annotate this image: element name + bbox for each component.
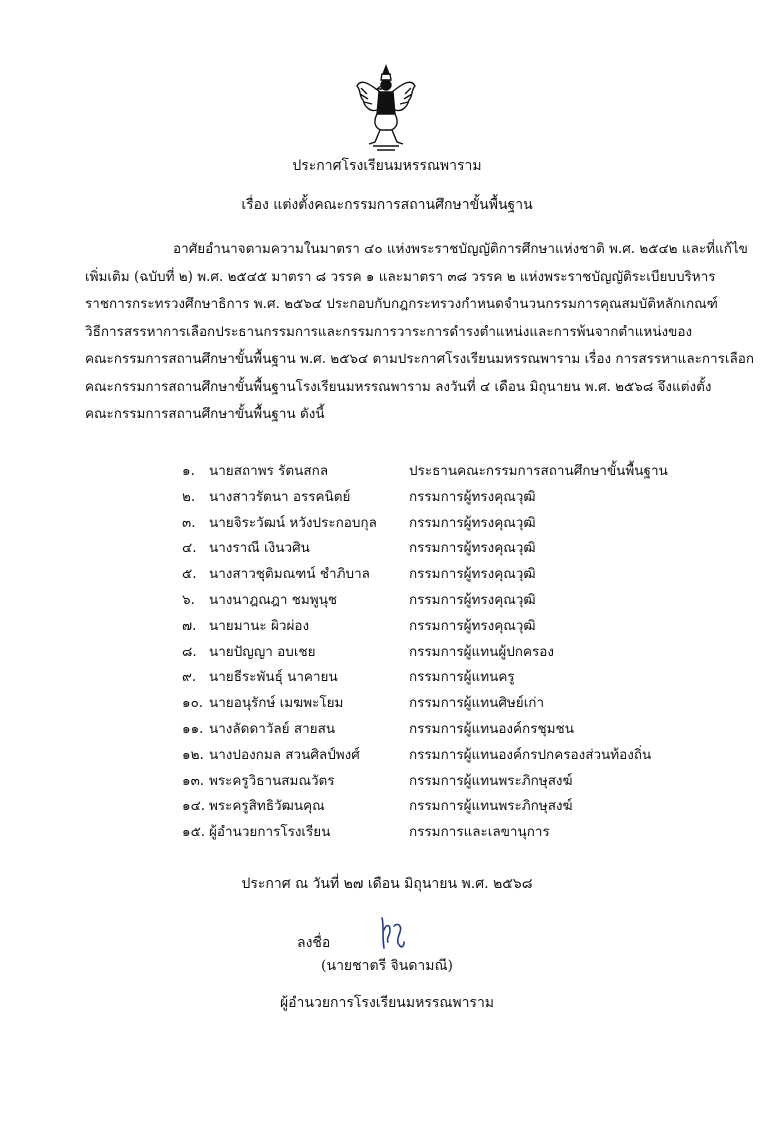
member-row — [182, 590, 742, 616]
member-row — [182, 796, 742, 822]
member-row — [182, 564, 742, 590]
member-name: ผู้อำนวยการโรงเรียน — [209, 824, 331, 841]
member-role: กรรมการผู้ทรงคุณวุฒิ — [409, 566, 536, 583]
member-role: กรรมการและเลขานุการ — [409, 824, 550, 841]
member-role: กรรมการผู้แทนผู้ปกครอง — [409, 643, 554, 660]
member-row — [182, 771, 742, 797]
member-row — [182, 461, 742, 487]
member-number: ๖. — [182, 591, 195, 608]
member-role: กรรมการผู้ทรงคุณวุฒิ — [409, 540, 536, 557]
member-role: กรรมการผู้แทนพระภิกษุสงฆ์ — [409, 772, 573, 789]
member-name: นายปัญญา อบเชย — [209, 643, 316, 660]
body-line: คณะกรรมการสถานศึกษาขั้นพื้นฐานโรงเรียนมหรรณพาราม ลงวันที่ ๔ เดือน มิถุนายน พ.ศ. ๒๕๖๘ จึงแต่งตั้ง — [85, 378, 712, 395]
member-role: กรรมการผู้ทรงคุณวุฒิ — [409, 617, 536, 634]
body-paragraph — [85, 236, 755, 429]
member-role: กรรมการผู้แทนพระภิกษุสงฆ์ — [409, 798, 573, 815]
member-role: กรรมการผู้แทนศิษย์เก่า — [409, 695, 545, 712]
signer-position: ผู้อำนวยการโรงเรียนมหรรณพาราม — [279, 995, 495, 1011]
member-role: กรรมการผู้ทรงคุณวุฒิ — [409, 514, 536, 531]
member-number: ๔. — [182, 540, 197, 557]
member-role: ประธานคณะกรรมการสถานศึกษาขั้นพื้นฐาน — [409, 463, 668, 479]
committee-member-list — [182, 461, 742, 848]
member-number: ๑๑. — [182, 720, 204, 737]
member-row — [182, 745, 742, 771]
member-role: กรรมการผู้แทนครู — [409, 669, 515, 686]
member-number: ๕. — [182, 566, 197, 583]
document-subject: เรื่อง แต่งตั้งคณะกรรมการสถานศึกษาขั้นพื้นฐาน — [241, 197, 533, 213]
member-number: ๙. — [182, 669, 197, 686]
member-number: ๗. — [182, 617, 197, 634]
member-number: ๓. — [182, 514, 196, 531]
document-title: ประกาศโรงเรียนมหรรณพาราม — [292, 158, 482, 174]
member-row — [182, 822, 742, 848]
member-role: กรรมการผู้ทรงคุณวุฒิ — [409, 488, 536, 505]
member-row — [182, 487, 742, 513]
member-number: ๑๔. — [182, 798, 206, 815]
member-name: นางปองกมล สวนศิลป์พงศ์ — [209, 746, 360, 763]
member-name: นางลัดดาวัลย์ สายสน — [209, 720, 336, 737]
member-row — [182, 642, 742, 668]
body-line: วิธีการสรรหาการเลือกประธานกรรมการและกรรมการวาระการดำรงตำแหน่งและการพ้นจากตำแหน่งของ — [85, 323, 693, 340]
member-role: กรรมการผู้แทนองค์กรปกครองส่วนท้องถิ่น — [409, 746, 652, 763]
garuda-emblem-icon — [355, 64, 417, 152]
member-name: นางสาวชุติมณฑน์ ชำภิบาล — [209, 566, 370, 583]
member-name: นางนาฎณฎา ชมพูนุช — [209, 591, 338, 608]
member-name: นายสถาพร รัตนสกล — [209, 463, 329, 479]
member-number: ๑๐. — [182, 695, 204, 712]
signature-icon — [376, 916, 408, 952]
signer-name: (นายชาตรี จินดามณี) — [321, 958, 453, 974]
member-row — [182, 667, 742, 693]
member-row — [182, 719, 742, 745]
member-number: ๑๓. — [182, 772, 205, 789]
member-name: พระครูสิทธิวัฒนคุณ — [209, 798, 325, 815]
body-line: เพิ่มเติม (ฉบับที่ ๒) พ.ศ. ๒๕๔๕ มาตรา ๘ วรรค ๑ และมาตรา ๓๘ วรรค ๒ แห่งพระราชบัญญัติระเบียบบริหาร — [85, 268, 716, 285]
member-number: ๒. — [182, 488, 196, 505]
body-line: ราชการกระทรวงศึกษาธิการ พ.ศ. ๒๕๖๔ ประกอบกับกฎกระทรวงกำหนดจำนวนกรรมการคุณสมบัติหลักเกณฑ์ — [85, 296, 718, 312]
member-row — [182, 513, 742, 539]
body-line: อาศัยอำนาจตามความในมาตรา ๔๐ แห่งพระราชบัญญัติการศึกษาแห่งชาติ พ.ศ. ๒๕๔๒ และที่แก้ไข — [173, 241, 748, 257]
member-name: นางราณี เงินวศิน — [209, 540, 310, 557]
member-name: นางสาวรัตนา อรรคนิตย์ — [209, 488, 351, 505]
member-number: ๑๒. — [182, 746, 204, 763]
member-row — [182, 538, 742, 564]
body-line: คณะกรรมการสถานศึกษาขั้นพื้นฐาน ดังนี้ — [85, 406, 325, 422]
member-row — [182, 693, 742, 719]
member-role: กรรมการผู้ทรงคุณวุฒิ — [409, 591, 536, 608]
announce-date: ประกาศ ณ วันที่ ๒๗ เดือน มิถุนายน พ.ศ. ๒๕๖๘ — [241, 876, 533, 892]
member-name: นายอนุรักษ์ เมฆพะโยม — [209, 695, 344, 712]
member-role: กรรมการผู้แทนองค์กรชุมชน — [409, 720, 574, 737]
member-name: นายจิระวัฒน์ หวังประกอบกุล — [209, 514, 377, 531]
member-number: ๑๕. — [182, 824, 206, 841]
member-name: นายมานะ ผิวผ่อง — [209, 617, 310, 634]
body-line: คณะกรรมการสถานศึกษาขั้นพื้นฐาน พ.ศ. ๒๕๖๔ ตามประกาศโรงเรียนมหรรณพาราม เรื่อง การสรรหาและการเลือก — [85, 351, 755, 367]
member-number: ๘. — [182, 643, 197, 660]
member-name: นายธีระพันธุ์ นาคายน — [209, 669, 338, 686]
member-name: พระครูวิธานสมณวัตร — [209, 772, 335, 789]
member-number: ๑. — [182, 463, 195, 479]
member-row — [182, 616, 742, 642]
sign-label: ลงชื่อ — [297, 935, 331, 951]
